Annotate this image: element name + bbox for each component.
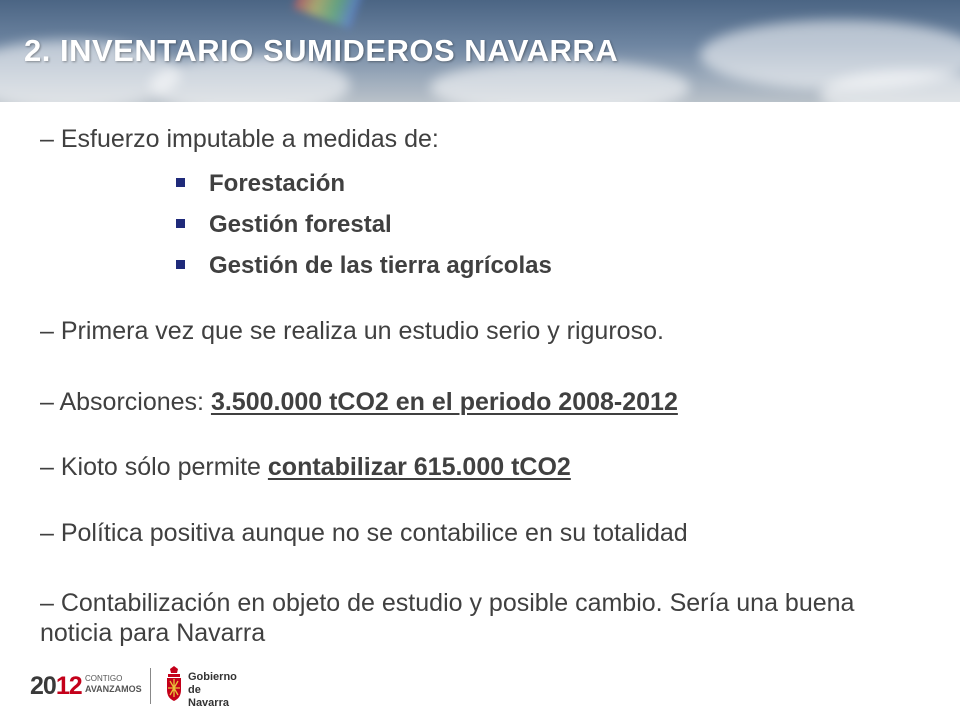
bullet-item-forestacion	[176, 170, 345, 198]
estudio-text: – Primera vez que se realiza un estudio serio y riguroso.	[40, 317, 664, 345]
absorciones-prefix: – Absorciones:	[40, 388, 211, 416]
bullet-label: Gestión de las tierra agrícolas	[209, 252, 552, 279]
square-bullet-icon	[176, 178, 185, 187]
year-prefix: 20	[30, 672, 56, 700]
square-bullet-icon	[176, 219, 185, 228]
gov-line2: de Navarra	[188, 684, 229, 709]
gov-line1: Gobierno	[188, 671, 237, 683]
intro-text: – Esfuerzo imputable a medidas de:	[40, 125, 439, 153]
kioto-text	[40, 453, 571, 482]
slogan-line1: CONTIGO	[85, 674, 123, 683]
politica-text: – Política positiva aunque no se contabilice en su totalidad	[40, 519, 688, 547]
rainbow-decoration	[293, 0, 366, 29]
bullet-item-gestion-forestal	[176, 211, 392, 239]
header-banner	[0, 0, 960, 102]
slogan	[85, 673, 142, 695]
gobierno-navarra-logo	[188, 671, 237, 710]
kioto-prefix: – Kioto sólo permite	[40, 453, 268, 481]
navarra-crest-icon	[164, 666, 184, 702]
bullet-item-gestion-tierra	[176, 252, 552, 280]
contabilizacion-text: – Contabilización en objeto de estudio y posible cambio. Sería una buena noticia para Navarra	[40, 589, 855, 647]
page-title: 2. INVENTARIO SUMIDEROS NAVARRA	[24, 33, 619, 68]
kioto-highlight: contabilizar 615.000 tCO2	[267, 453, 571, 481]
absorciones-highlight: 3.500.000 tCO2 en el periodo 2008-2012	[210, 388, 678, 416]
slogan-line2: AVANZAMOS	[85, 684, 142, 694]
year-logo	[30, 672, 82, 701]
square-bullet-icon	[176, 260, 185, 269]
year-suffix: 12	[55, 672, 82, 700]
footer-divider	[150, 668, 151, 704]
bullet-label: Gestión forestal	[209, 211, 392, 238]
absorciones-text	[40, 388, 678, 417]
bullet-label: Forestación	[209, 170, 346, 197]
